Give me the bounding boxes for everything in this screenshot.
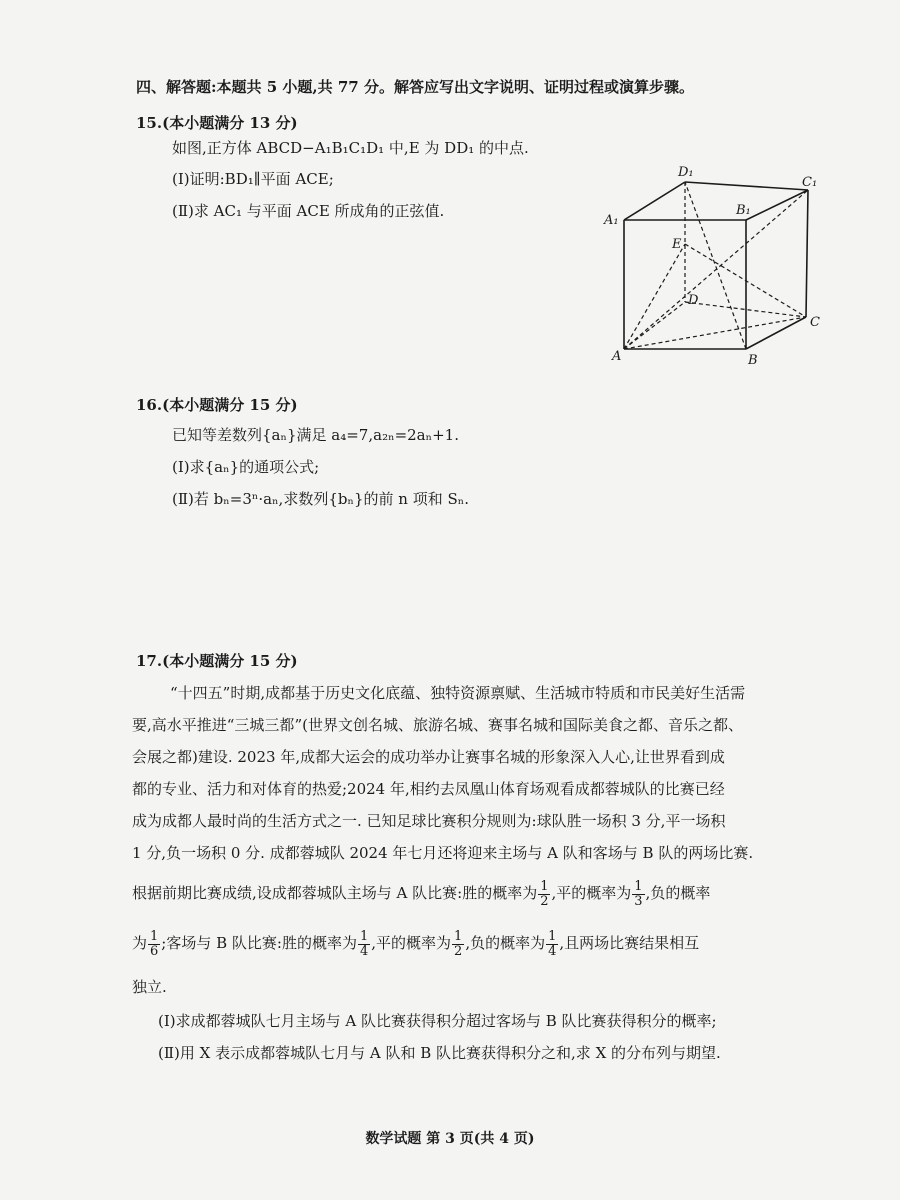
label-c1: C₁ <box>802 175 818 190</box>
q17-part1: (Ⅰ)求成都蓉城队七月主场与 A 队比赛获得积分超过客场与 B 队比赛获得积分的概率; <box>158 1012 717 1030</box>
q17-para-line4: 都的专业、活力和对体育的热爱;2024 年,相约去凤凰山体育场观看成都蓉城队的比赛已经 <box>132 780 725 798</box>
q17-line8-text-c: ,平的概率为 <box>371 934 452 952</box>
fraction-win-a <box>538 880 550 909</box>
edge-c1-c <box>806 190 808 317</box>
fraction-num: 1 <box>634 878 643 894</box>
q16-stem: 已知等差数列{aₙ}满足 a₄=7,a₂ₙ=2aₙ+1. <box>172 426 459 444</box>
q17-line7-text-a: 根据前期比赛成绩,设成都蓉城队主场与 A 队比赛:胜的概率为 <box>132 884 538 902</box>
q17-line7-text-b: ,平的概率为 <box>551 884 632 902</box>
label-c: C <box>810 315 820 330</box>
fraction-den: 6 <box>150 943 159 959</box>
q17-header: 17.(本小题满分 15 分) <box>136 652 298 670</box>
fraction-loss-b <box>546 930 558 959</box>
label-a: A <box>612 349 622 364</box>
label-b: B <box>748 353 758 368</box>
seg-a-e <box>624 244 685 349</box>
q17-part2: (Ⅱ)用 X 表示成都蓉城队七月与 A 队和 B 队比赛获得积分之和,求 X 的分布列与期望. <box>158 1044 721 1062</box>
q17-para-line8 <box>132 924 699 962</box>
label-d1: D₁ <box>678 165 694 180</box>
label-b1: B₁ <box>736 203 751 218</box>
q17-line8-text-a: 为 <box>132 934 148 952</box>
q17-para-line2: 要,高水平推进“三城三都”(世界文创名城、旅游名城、赛事名城和国际美食之都、音乐之都、 <box>132 716 743 734</box>
q15-header: 15.(本小题满分 13 分) <box>136 114 298 132</box>
q15-part2: (Ⅱ)求 AC₁ 与平面 ACE 所成角的正弦值. <box>172 202 445 220</box>
label-e: E <box>672 237 682 252</box>
q17-line8-text-b: ;客场与 B 队比赛:胜的概率为 <box>161 934 357 952</box>
q16-header: 16.(本小题满分 15 分) <box>136 396 298 414</box>
seg-a-c <box>624 317 806 349</box>
q15-part1: (Ⅰ)证明:BD₁∥平面 ACE; <box>172 170 334 188</box>
seg-a-c1 <box>624 190 808 349</box>
section-title: 四、解答题:本题共 5 小题,共 77 分。解答应写出文字说明、证明过程或演算步骤。 <box>136 78 694 96</box>
fraction-den: 4 <box>548 943 557 959</box>
fraction-den: 3 <box>634 893 643 909</box>
edge-a-d <box>624 302 685 349</box>
q17-para-line7 <box>132 874 710 912</box>
cube-figure <box>590 162 830 372</box>
fraction-num: 1 <box>359 928 369 944</box>
q17-para-line1: “十四五”时期,成都基于历史文化底蕴、独特资源禀赋、生活城市特质和市民美好生活需 <box>170 684 746 702</box>
q17-line7-text-c: ,负的概率 <box>645 884 711 902</box>
fraction-den: 2 <box>454 943 463 959</box>
fraction-num: 1 <box>548 928 557 944</box>
fraction-draw-a <box>632 880 644 909</box>
label-a1: A₁ <box>604 213 619 228</box>
edge-d1-c1 <box>685 182 808 190</box>
fraction-loss-a <box>148 930 160 959</box>
page-footer: 数学试题 第 3 页(共 4 页) <box>365 1131 535 1147</box>
q17-line8-text-d: ,负的概率为 <box>465 934 546 952</box>
fraction-num: 1 <box>454 928 463 944</box>
fraction-win-b <box>358 930 370 959</box>
fraction-den: 2 <box>540 893 549 909</box>
q17-para-line9: 独立. <box>132 978 167 996</box>
fraction-den: 4 <box>359 943 369 959</box>
edge-b1-c1 <box>746 190 808 220</box>
q17-para-line5: 成为成都人最时尚的生活方式之一. 已知足球比赛积分规则为:球队胜一场积 3 分,平一场积 <box>132 812 726 830</box>
q16-part1: (Ⅰ)求{aₙ}的通项公式; <box>172 458 320 476</box>
q17-line8-text-e: ,且两场比赛结果相互 <box>559 934 700 952</box>
fraction-num: 1 <box>150 928 159 944</box>
fraction-draw-b <box>452 930 464 959</box>
q17-para-line3: 会展之都)建设. 2023 年,成都大运会的成功举办让赛事名城的形象深入人心,让世界看到成 <box>132 748 725 766</box>
edge-a1-d1 <box>624 182 685 220</box>
q17-para-line6: 1 分,负一场积 0 分. 成都蓉城队 2024 年七月还将迎来主场与 A 队和客场与 B 队的两场比赛. <box>132 844 754 862</box>
q15-stem: 如图,正方体 ABCD−A₁B₁C₁D₁ 中,E 为 DD₁ 的中点. <box>172 139 529 157</box>
fraction-num: 1 <box>540 878 549 894</box>
q16-part2: (Ⅱ)若 bₙ=3ⁿ·aₙ,求数列{bₙ}的前 n 项和 Sₙ. <box>172 490 470 508</box>
label-d: D <box>688 293 699 308</box>
